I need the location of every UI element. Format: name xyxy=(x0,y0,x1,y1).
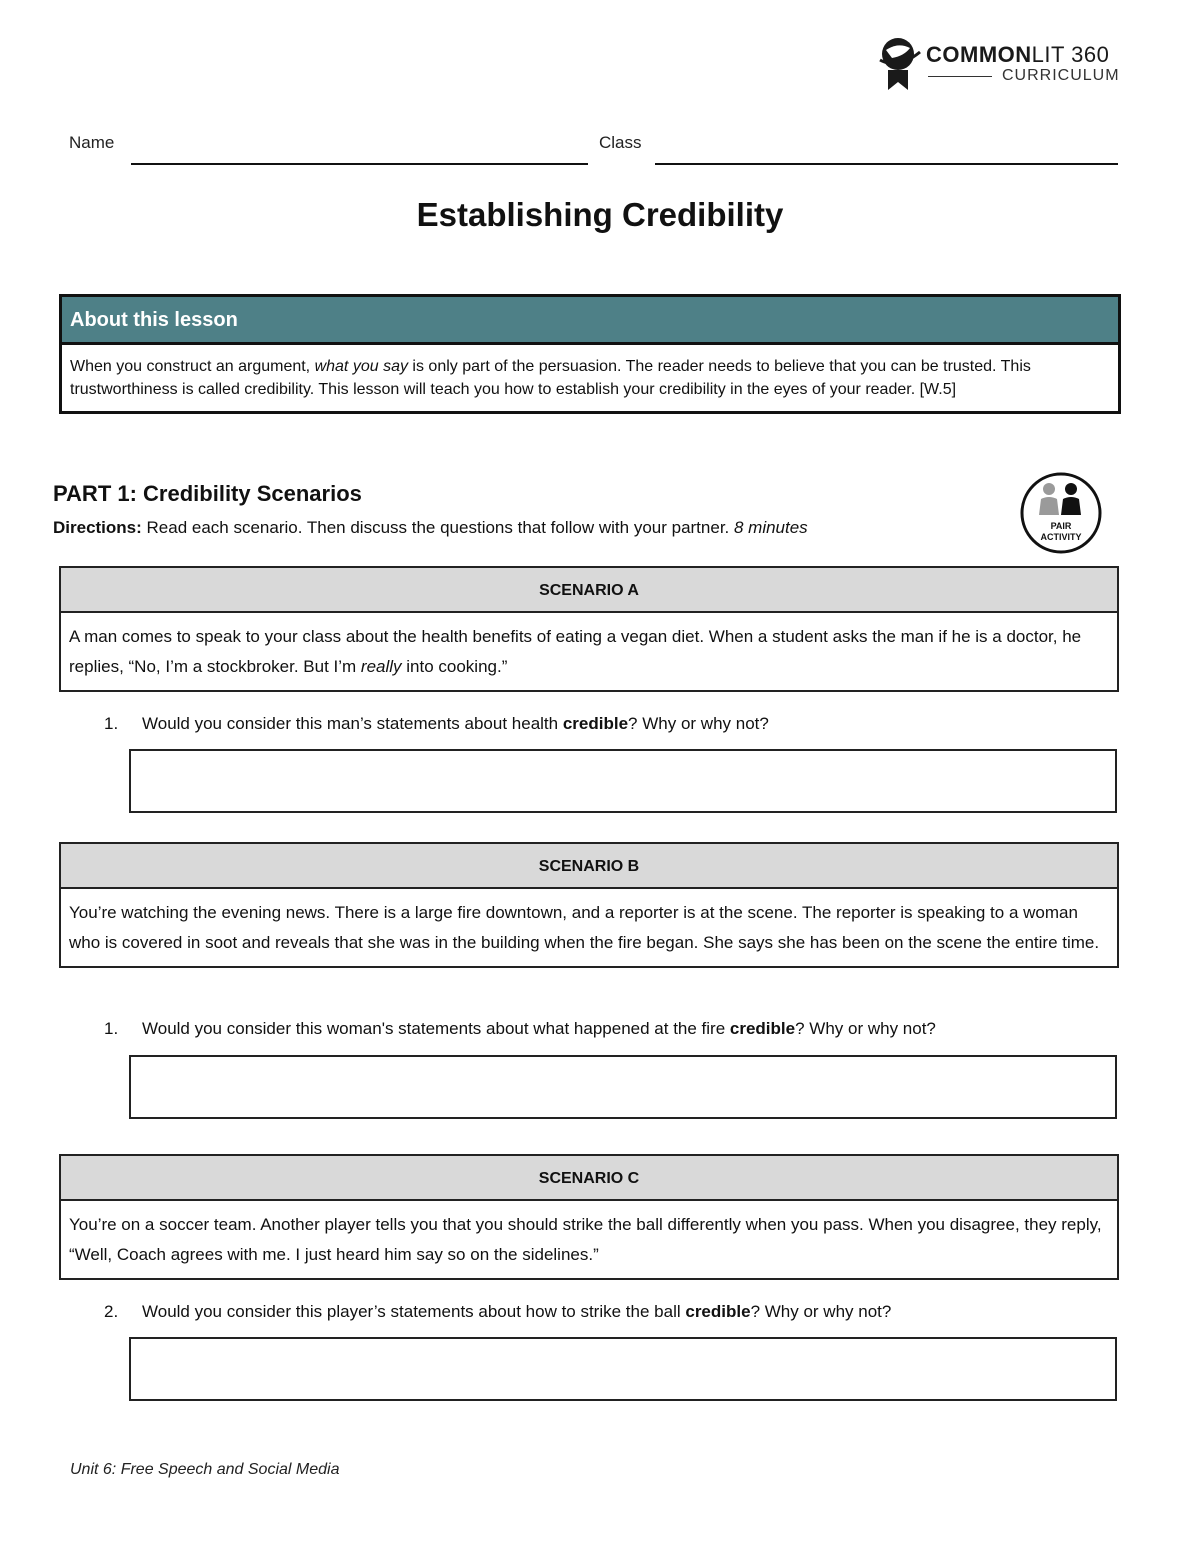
scenario-a-text xyxy=(61,613,1117,690)
scenario-a-text-emphasis: really xyxy=(360,657,402,676)
logo-brand xyxy=(926,42,1109,68)
directions-text: Read each scenario. Then discuss the questions that follow with your partner. xyxy=(141,518,734,537)
pair-activity-icon xyxy=(1019,471,1103,555)
about-text-part-2: is only part of the persuasion. The reader needs to believe that you can be trusted. This trustworthiness is called credibility. This lesson will teach you how to establish your credibility in the eyes of your reader. [W.5] xyxy=(70,358,1031,398)
logo-brand-light: LIT 360 xyxy=(1031,42,1110,67)
question-c-end: ? Why or why not? xyxy=(750,1302,892,1321)
about-text-emphasis: what you say xyxy=(314,358,408,375)
pair-activity-badge xyxy=(1019,471,1103,555)
question-a xyxy=(104,714,769,734)
logo-rule xyxy=(928,76,992,77)
directions-label: Directions: xyxy=(53,518,142,537)
commonlit-logo xyxy=(876,34,1136,94)
scenario-b-text: You’re watching the evening news. There is a large fire downtown, and a reporter is at the scene. The reporter is speaking to a woman who is covered in soot and reveals that she was in the building when the fire began. She says she has been on the scene the entire time. xyxy=(69,903,1100,952)
question-a-number: 1. xyxy=(104,714,119,733)
about-lesson-text xyxy=(62,345,1118,411)
scenario-c-heading: SCENARIO C xyxy=(61,1156,1117,1201)
part1-directions xyxy=(53,518,808,538)
page-footer: Unit 6: Free Speech and Social Media xyxy=(70,1461,340,1478)
part1-title: PART 1: Credibility Scenarios xyxy=(53,481,362,506)
class-label: Class xyxy=(599,133,642,152)
name-label: Name xyxy=(69,133,115,152)
question-a-text: Would you consider this man’s statements about health xyxy=(142,714,563,733)
question-a-end: ? Why or why not? xyxy=(628,714,769,733)
question-c-text: Would you consider this player’s statements about how to strike the ball xyxy=(142,1302,686,1321)
answer-box-c[interactable] xyxy=(129,1337,1117,1401)
answer-box-b[interactable] xyxy=(129,1055,1117,1119)
question-c-number: 2. xyxy=(104,1302,119,1321)
about-lesson-box xyxy=(59,294,1121,414)
scenario-b-heading: SCENARIO B xyxy=(61,844,1117,889)
badge-line-1: PAIR xyxy=(1050,521,1072,531)
name-field[interactable] xyxy=(131,163,588,165)
question-c xyxy=(104,1302,891,1322)
question-b xyxy=(104,1019,936,1039)
question-a-bold: credible xyxy=(562,714,629,733)
directions-time: 8 minutes xyxy=(733,518,808,537)
answer-box-a[interactable] xyxy=(129,749,1117,813)
scenario-a-text-part-2: into cooking.” xyxy=(401,657,508,676)
page-title: Establishing Credibility xyxy=(416,196,784,233)
logo-tagline: CURRICULUM xyxy=(1002,67,1120,84)
class-field[interactable] xyxy=(655,163,1118,165)
question-b-bold: credible xyxy=(729,1019,796,1038)
scenario-c-text: You’re on a soccer team. Another player tells you that you should strike the ball differently when you pass. When you disagree, they reply, “Well, Coach agrees with me. I just heard him say so on the sidelines.” xyxy=(69,1215,1102,1264)
question-b-end: ? Why or why not? xyxy=(795,1019,936,1038)
scenario-b-box xyxy=(59,842,1119,968)
question-b-number: 1. xyxy=(104,1019,119,1038)
scenario-a-box xyxy=(59,566,1119,692)
scenario-a-text-part-1: A man comes to speak to your class about the health benefits of eating a vegan diet. When a student asks the man if he is a doctor, he replies, “No, I’m a stockbroker. But I’m xyxy=(69,627,1082,676)
about-lesson-heading: About this lesson xyxy=(62,297,1118,345)
about-text-part-1: When you construct an argument, xyxy=(70,358,315,375)
badge-line-2: ACTIVITY xyxy=(1040,532,1082,542)
scenario-a-heading: SCENARIO A xyxy=(61,568,1117,613)
logo-brand-bold: COMMON xyxy=(926,42,1032,67)
question-b-text: Would you consider this woman's statements about what happened at the fire xyxy=(142,1019,730,1038)
question-c-bold: credible xyxy=(685,1302,751,1321)
commonlit-emblem-icon xyxy=(876,34,922,92)
scenario-c-box xyxy=(59,1154,1119,1280)
